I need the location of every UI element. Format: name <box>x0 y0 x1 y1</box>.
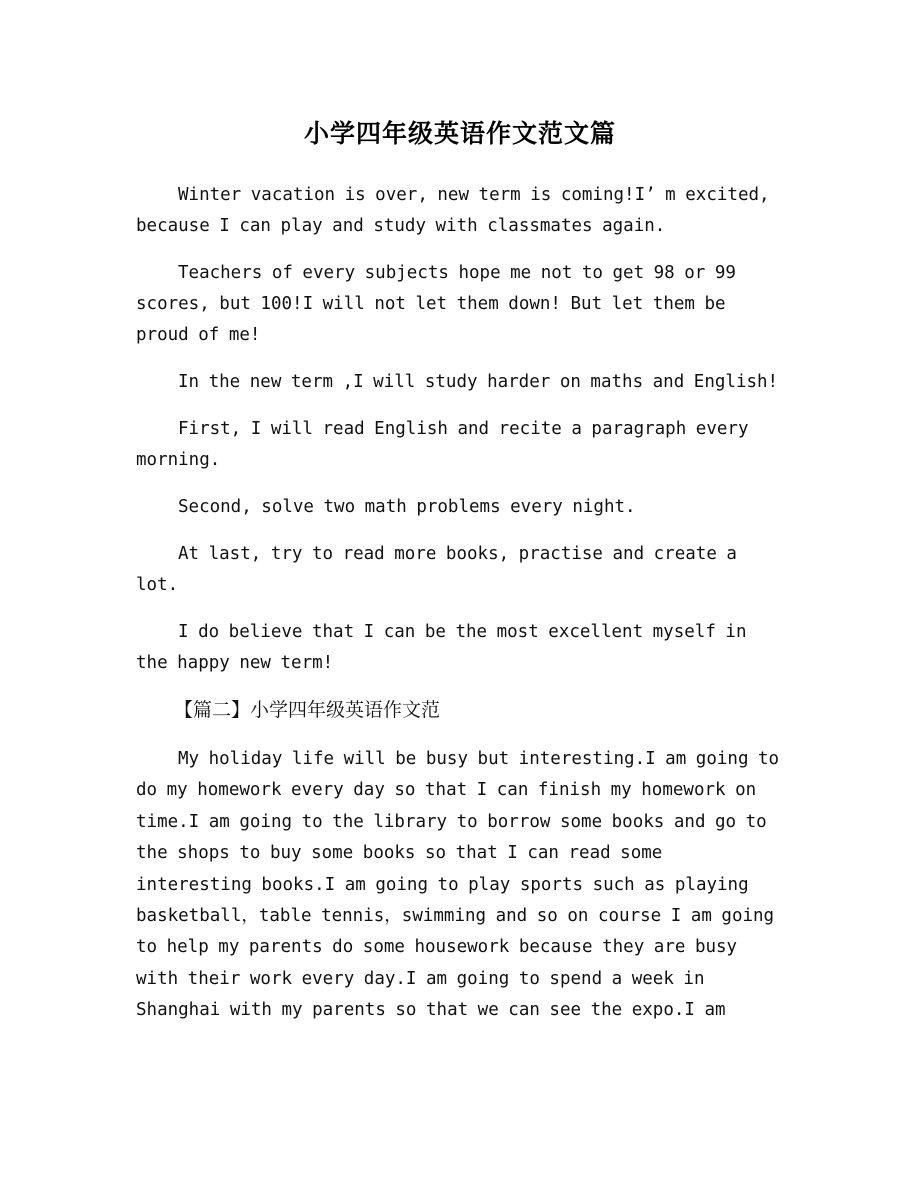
section-heading: 【篇二】小学四年级英语作文范 <box>174 699 441 721</box>
paragraph-2: Teachers of every subjects hope me not to get 98 or 99 scores, but 100!I will not let them down! But let them be proud of me! <box>136 263 736 345</box>
document-body <box>136 180 786 1043</box>
paragraph-7: I do believe that I can be the most excellent myself in the happy new term! <box>136 622 747 673</box>
paragraph-5: Second, solve two math problems every night. <box>178 497 636 517</box>
paragraph-6: At last, try to read more books, practise and create a lot. <box>136 544 737 595</box>
paragraph-4: First, I will read English and recite a paragraph every morning. <box>136 419 749 470</box>
paragraph-3: In the new term ,I will study harder on maths and English! <box>178 372 779 392</box>
section-paragraph: My holiday life will be busy but interesting.I am going to do my homework every day so that I can finish my homework on time.I am going to the library to borrow some books and go to the shops to buy some books so that I can read some interesting books.I am going to play sports such as playing basketball，table tennis，swimming and so on course I am going to help my parents do some housework because they are busy with their work every day.I am going to spend a week in Shanghai with my parents so that we can see the expo.I am <box>136 749 780 1021</box>
paragraph-1: Winter vacation is over, new term is coming!I’ m excited, because I can play and study with classmates again. <box>136 185 770 236</box>
document-title: 小学四年级英语作文范文篇 <box>303 119 616 148</box>
